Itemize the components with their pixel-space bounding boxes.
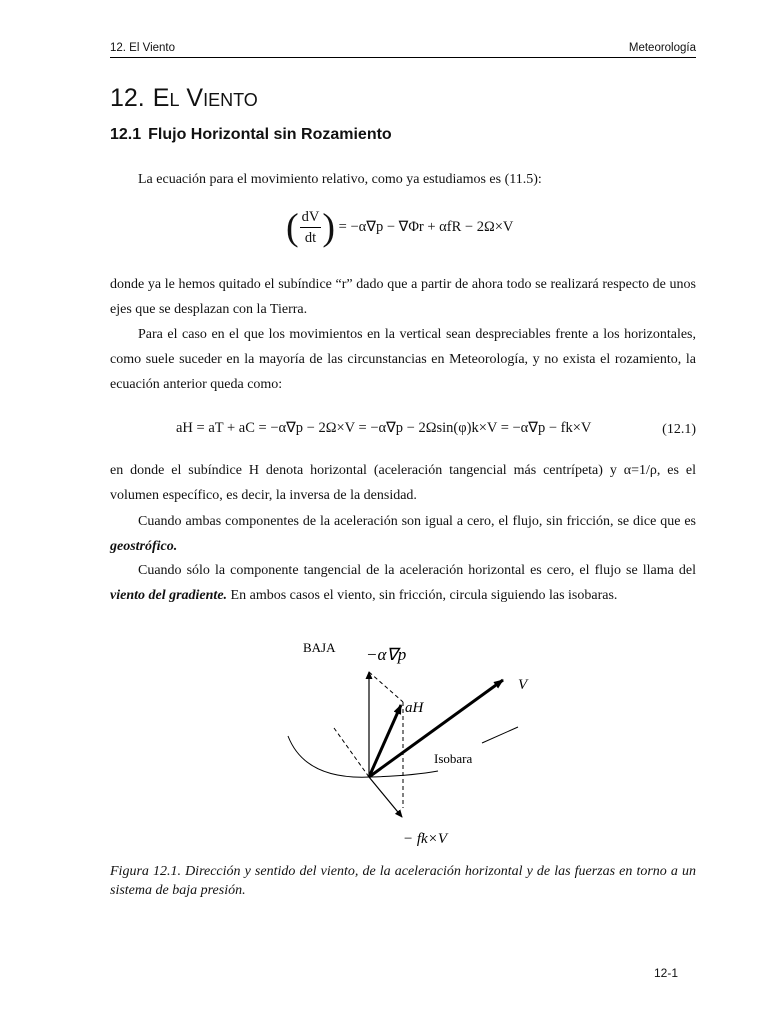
baja-label: BAJA [303,640,336,655]
paragraph-2: donde ya le hemos quitado el subíndice “r” dado que a partir de ahora todo se realizará respecto de unos ejes que se desplazan con la Tierra. [110,277,696,317]
figure-12-1 [270,630,570,860]
eq1-numerator: dV [300,207,322,228]
section-name: Flujo Horizontal sin Rozamiento [148,126,392,143]
header-chapter: 12. El Viento [110,42,176,54]
dashed-guide-top [369,672,403,702]
chapter-name: El Viento [152,84,258,112]
isobar-pointer-line [482,727,518,743]
para6-post: En ambos casos el viento, sin fricción, circula siguiendo las isobaras. [230,588,618,603]
page-header [110,42,696,58]
term-viento-gradiente: viento del gradiente. [110,588,228,603]
eq1-fraction [300,207,322,248]
wind-vector-label: V [518,677,528,693]
section-title [110,126,392,144]
term-geostrofico: geostrófico. [110,539,178,554]
figure-caption: Figura 12.1. Dirección y sentido del viento, de la aceleración horizontal y de las fuerzas en torno a un sistema de baja presión. [110,864,696,898]
paragraph-4: en donde el subíndice H denota horizontal (aceleración tangencial más centrípeta) y α=1/ρ, es el volumen específico, es decir, la inversa de la densidad. [110,463,696,503]
paragraph-3: Para el caso en el que los movimientos en la vertical sean despreciables frente a los horizontales, como suele suceder en la mayoría de las circunstancias en Meteorología, y no exista el rozamiento, la ecuación anterior queda como: [110,327,696,392]
para5-text: Cuando ambas componentes de la aceleración son igual a cero, el flujo, sin fricción, se dice que es [138,514,696,529]
para6-pre: Cuando sólo la componente tangencial de la aceleración horizontal es cero, el flujo se llama del [138,563,696,578]
paragraph-1: La ecuación para el movimiento relativo, como ya estudiamos es (11.5): [138,172,542,187]
tangent-dashed-line [334,728,369,777]
eq1-denominator: dt [304,230,317,246]
eq1-rhs: = −α∇p − ∇Φr + αfR − 2Ω×V [338,218,514,235]
pressure-gradient-label: −α∇p [366,645,407,664]
equation-number: (12.1) [662,422,696,437]
page-number: 12-1 [653,966,678,980]
coriolis-label: − fk×V [403,831,447,847]
section-number: 12.1 [110,126,142,143]
header-book: Meteorología [628,42,696,54]
equation-12-1: aH = aT + aC = −α∇p − 2Ω×V = −α∇p − 2Ωsin(φ)k×V = −α∇p − fk×V [176,420,592,436]
paragraph-6 [110,558,696,608]
acceleration-label: aH [405,700,424,716]
chapter-title [110,84,258,113]
equation-11-5: ( $\frac{dV}{dt}$ ) = −α∇p − ∇Φr + αfR − 2Ω×V [286,206,514,249]
paragraph-5 [110,509,696,559]
coriolis-arrow [369,777,402,817]
chapter-number: 12. [110,84,145,112]
isobar-label: Isobara [434,751,473,766]
